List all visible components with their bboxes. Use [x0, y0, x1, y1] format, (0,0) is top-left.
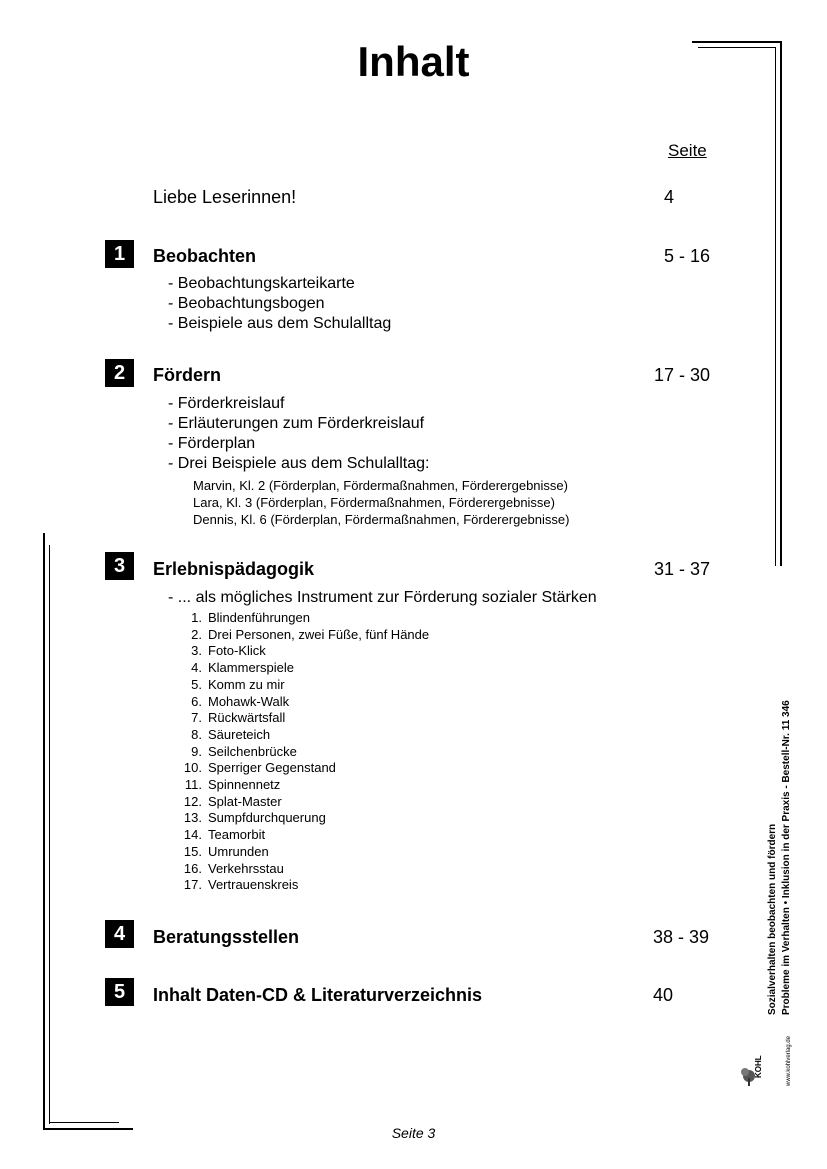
sub-list-item: Dennis, Kl. 6 (Förderplan, Fördermaßnahmen, Förderergebnisse) [193, 512, 570, 527]
numbered-item: 7. Rückwärtsfall [191, 710, 286, 726]
page-title: Inhalt [357, 38, 470, 85]
list-item: - Förderplan [168, 435, 256, 452]
numbered-item: 16. Verkehrsstau [183, 860, 284, 876]
numbered-item: 8. Säureteich [191, 726, 271, 742]
numbered-item: 3. Foto-Klick [191, 643, 266, 659]
section-pages: 38 - 39 [653, 927, 710, 947]
list-item: - Beispiele aus dem Schulalltag [168, 315, 392, 332]
numbered-item: 9. Seilchenbrücke [191, 743, 297, 759]
side-product-subtitle: Probleme im Verhalten • Inklusion in der Praxis - Bestell-Nr. 11 346 [781, 700, 792, 1015]
list-item: - Förderkreislauf [168, 395, 285, 412]
sub-list-item: Marvin, Kl. 2 (Förderplan, Fördermaßnahmen, Förderergebnisse) [193, 478, 568, 493]
frame-right-line-outer [780, 41, 782, 566]
list-item: - Erläuterungen zum Förderkreislauf [168, 415, 425, 432]
numbered-item: 15. Umrunden [183, 843, 269, 859]
list-item: - ... als mögliches Instrument zur Förderung sozialer Stärken [168, 589, 597, 606]
list-item: - Beobachtungsbogen [168, 295, 325, 312]
list-item: - Beobachtungskarteikarte [168, 275, 355, 292]
section-number-badge: 2 [105, 359, 134, 387]
numbered-item: 6. Mohawk-Walk [191, 693, 290, 709]
numbered-list [180, 610, 429, 894]
numbered-item: 14. Teamorbit [183, 827, 266, 843]
numbered-item: 12. Splat-Master [183, 793, 282, 809]
section-number-badge: 4 [105, 920, 134, 948]
numbered-item: 10. Sperriger Gegenstand [183, 760, 336, 776]
page-column-header: Seite [668, 141, 707, 160]
numbered-item: 13. Sumpfdurchquerung [183, 810, 326, 826]
section-title: Erlebnispädagogik [153, 559, 315, 579]
numbered-item: 2. Drei Personen, zwei Füße, fünf Hände [191, 626, 430, 642]
intro-page: 4 [664, 187, 675, 207]
intro-label: Liebe Leserinnen! [153, 187, 297, 207]
section-title: Beobachten [153, 246, 257, 266]
section-pages: 5 - 16 [664, 246, 711, 266]
numbered-item: 11. Spinnennetz [184, 777, 281, 793]
page-footer: Seite 3 [391, 1125, 436, 1141]
section-pages: 31 - 37 [654, 559, 711, 579]
section-number-badge: 3 [105, 552, 134, 580]
section-title: Inhalt Daten-CD & Literaturverzeichnis [153, 985, 483, 1005]
publisher-name: KOHL [754, 1055, 763, 1078]
numbered-item: 1. Blindenführungen [191, 610, 310, 625]
section-number-badge: 1 [105, 240, 134, 268]
list-item: - Drei Beispiele aus dem Schulalltag: [168, 455, 430, 472]
section-pages: 17 - 30 [654, 365, 711, 385]
numbered-item: 4. Klammerspiele [191, 660, 294, 676]
publisher-url: www.kohlverlag.de [786, 1035, 792, 1086]
section-number-badge: 5 [105, 978, 134, 1006]
numbered-item: 17. Vertrauenskreis [183, 877, 299, 893]
side-product-title: Sozialverhalten beobachten und fördern [767, 823, 778, 1015]
frame-right-line-inner [775, 47, 776, 566]
section-pages: 40 [653, 985, 674, 1005]
section-title: Fördern [153, 365, 222, 385]
sub-list-item: Lara, Kl. 3 (Förderplan, Fördermaßnahmen, Förderergebnisse) [193, 495, 555, 510]
frame-left-line-inner [49, 545, 50, 1124]
numbered-item: 5. Komm zu mir [191, 676, 285, 692]
frame-left-line-outer [43, 533, 45, 1130]
frame-bottom-line-inner [49, 1122, 119, 1123]
section-title: Beratungsstellen [153, 927, 300, 947]
